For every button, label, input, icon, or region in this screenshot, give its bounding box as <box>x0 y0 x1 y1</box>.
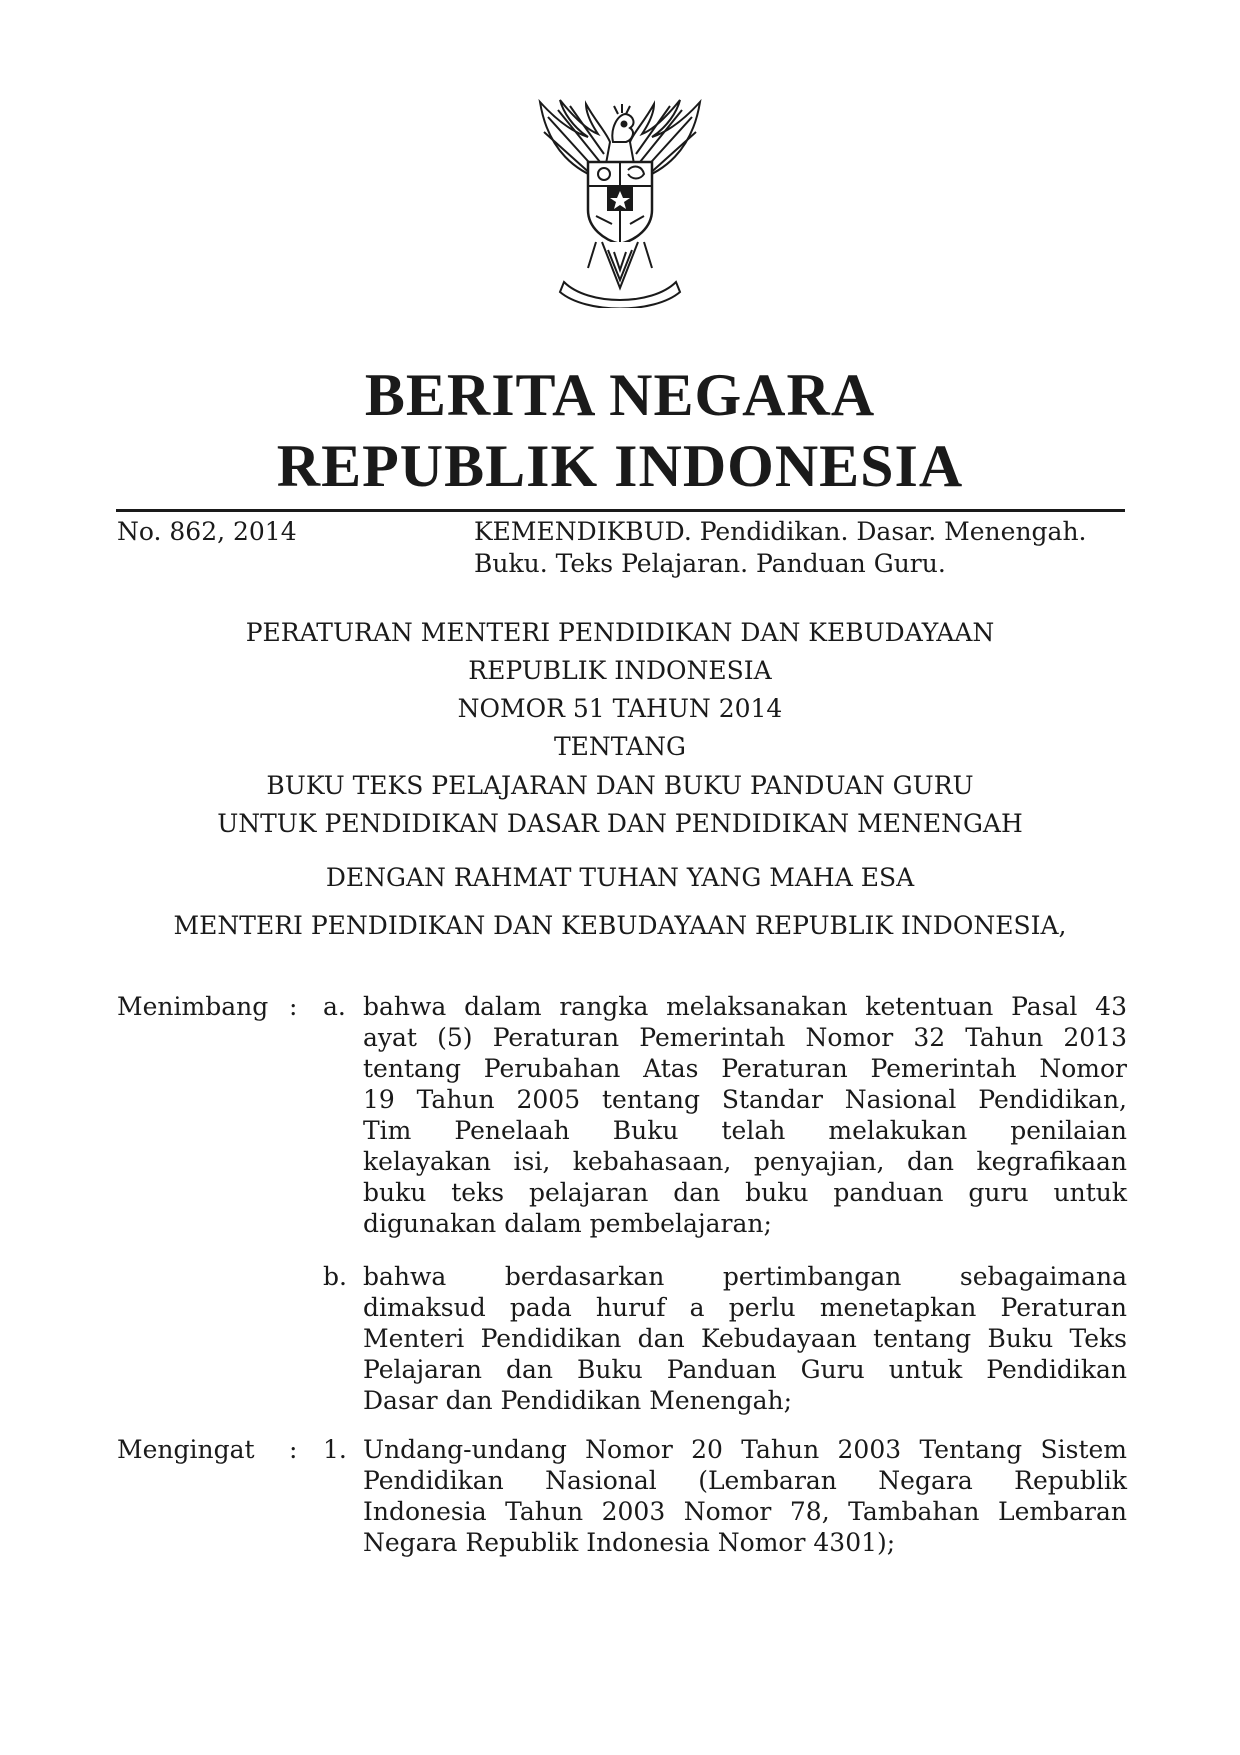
regulation-title-line-5: BUKU TEKS PELAJARAN DAN BUKU PANDUAN GURU <box>266 771 974 800</box>
menimbang-b-line: Dasar dan Pendidikan Menengah; <box>363 1386 793 1415</box>
menimbang-a-line: ayat (5) Peraturan Pemerintah Nomor 32 Tahun 2013 <box>363 1023 1127 1052</box>
menimbang-label: Menimbang <box>117 992 269 1021</box>
title-divider <box>116 509 1125 512</box>
mengingat-1-line: Undang-undang Nomor 20 Tahun 2003 Tentang Sistem <box>363 1435 1127 1464</box>
mengingat-colon: : <box>289 1435 298 1464</box>
menimbang-b-marker: b. <box>323 1262 347 1291</box>
gazette-subject-line-1: KEMENDIKBUD. Pendidikan. Dasar. Menengah. <box>474 517 1087 546</box>
menimbang-b-line: bahwa berdasarkan pertimbangan sebagaimana <box>363 1262 1127 1291</box>
regulation-title-line-4: TENTANG <box>553 732 686 761</box>
mengingat-1-line: Negara Republik Indonesia Nomor 4301); <box>363 1528 896 1557</box>
gazette-subject-line-2: Buku. Teks Pelajaran. Panduan Guru. <box>474 549 946 578</box>
gazette-title-line-2: REPUBLIK INDONESIA <box>276 433 964 499</box>
menimbang-a-line: kelayakan isi, kebahasaan, penyajian, dan kegrafikaan <box>363 1147 1127 1176</box>
menimbang-b-line: dimaksud pada huruf a perlu menetapkan Peraturan <box>363 1293 1127 1322</box>
menimbang-colon: : <box>289 992 298 1021</box>
regulation-title-line-3: NOMOR 51 TAHUN 2014 <box>457 694 783 723</box>
regulation-title-line-6: UNTUK PENDIDIKAN DASAR DAN PENDIDIKAN MENENGAH <box>217 809 1023 838</box>
mengingat-1-line: Pendidikan Nasional (Lembaran Negara Republik <box>363 1466 1127 1495</box>
menimbang-a-line: digunakan dalam pembelajaran; <box>363 1209 772 1238</box>
mengingat-1-line: Indonesia Tahun 2003 Nomor 78, Tambahan Lembaran <box>363 1497 1127 1526</box>
menimbang-a-line: tentang Perubahan Atas Peraturan Pemerintah Nomor <box>363 1054 1127 1083</box>
menimbang-a-line: buku teks pelajaran dan buku panduan guru untuk <box>363 1178 1127 1207</box>
regulation-title-line-1: PERATURAN MENTERI PENDIDIKAN DAN KEBUDAYAAN <box>245 618 995 647</box>
menimbang-a-line: Tim Penelaah Buku telah melakukan penilaian <box>363 1116 1127 1145</box>
preamble-line-1: DENGAN RAHMAT TUHAN YANG MAHA ESA <box>325 863 915 892</box>
menimbang-b-line: Menteri Pendidikan dan Kebudayaan tentang Buku Teks <box>363 1324 1127 1353</box>
regulation-title-line-2: REPUBLIK INDONESIA <box>468 656 772 685</box>
mengingat-1-text <box>363 1434 1127 1558</box>
menimbang-a-marker: a. <box>323 992 346 1021</box>
menimbang-a-line: bahwa dalam rangka melaksanakan ketentuan Pasal 43 <box>363 992 1127 1021</box>
gazette-number: No. 862, 2014 <box>117 517 297 546</box>
menimbang-a-text <box>363 991 1127 1239</box>
menimbang-a-line: 19 Tahun 2005 tentang Standar Nasional Pendidikan, <box>363 1085 1127 1114</box>
preamble-line-2: MENTERI PENDIDIKAN DAN KEBUDAYAAN REPUBLIK INDONESIA, <box>173 911 1067 940</box>
garuda-emblem <box>518 92 722 308</box>
mengingat-1-marker: 1. <box>323 1435 347 1464</box>
gazette-title-line-1: BERITA NEGARA <box>364 362 876 428</box>
mengingat-label: Mengingat <box>117 1435 255 1464</box>
menimbang-b-text <box>363 1261 1127 1416</box>
menimbang-b-line: Pelajaran dan Buku Panduan Guru untuk Pendidikan <box>363 1355 1127 1384</box>
